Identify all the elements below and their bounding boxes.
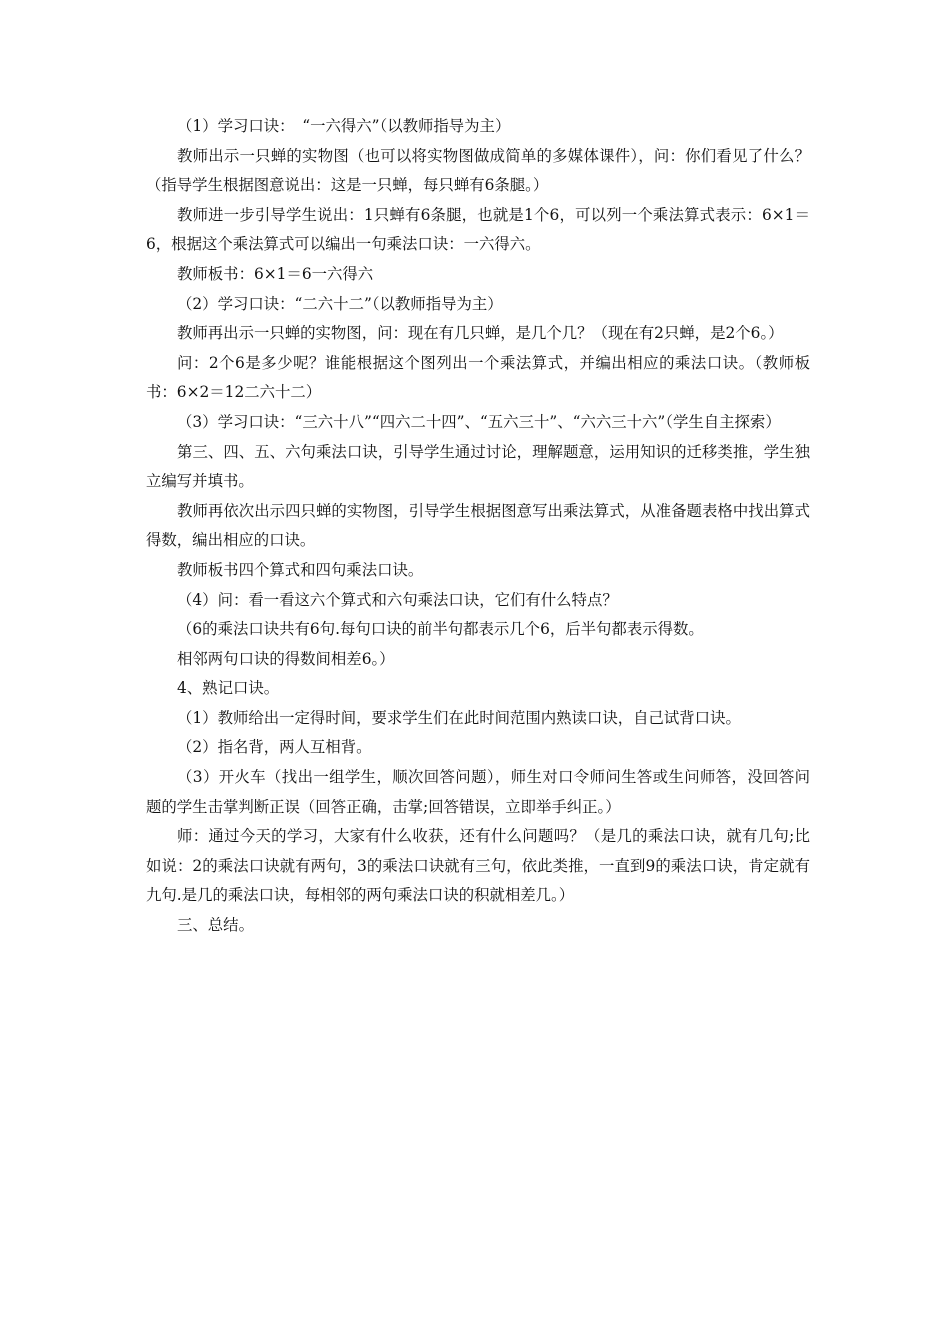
paragraph-discussion: 第三、四、五、六句乘法口诀，引导学生通过讨论，理解题意，运用知识的迁移类推，学生独立编写并填书。 — [146, 442, 810, 491]
paragraph-board-four: 教师板书四个算式和四句乘法口诀。 — [177, 560, 424, 579]
paragraph-four-cicadas: 教师再依次出示四只蝉的实物图，引导学生根据图意写出乘法算式，从准备题表格中找出算式得数，编出相应的口诀。 — [146, 501, 810, 550]
paragraph-learn-1x6: （1）学习口诀： “一六得六”（以教师指导为主） — [177, 117, 511, 135]
paragraph-board-1: 教师板书：6×1＝6一六得六 — [177, 264, 374, 283]
paragraph-show-cicada: 教师出示一只蝉的实物图（也可以将实物图做成简单的多媒体课件），问：你们看见了什么？（指导学生根据图意说出：这是一只蝉，每只蝉有6条腿。） — [146, 146, 810, 195]
paragraph-memorize-3: （3）开火车（找出一组学生，顺次回答问题），师生对口令师问生答或生问师答，没回答问题的学生击掌判断正误（回答正确，击掌;回答错误，立即举手纠正。） — [146, 768, 810, 816]
paragraph-memorize-1: （1）教师给出一定得时间，要求学生们在此时间范围内熟读口诀，自己试背口诀。 — [177, 708, 741, 727]
paragraph-question-2x6: 问：2个6是多少呢？谁能根据这个图列出一个乘法算式，并编出相应的乘法口诀。（教师板书：6×2＝12二六十二） — [146, 353, 810, 402]
document-body — [146, 112, 810, 941]
paragraph-show-two-cicadas: 教师再出示一只蝉的实物图，问：现在有几只蝉，是几个几？（现在有2只蝉，是2个6。） — [177, 324, 784, 343]
paragraph-memorize-2: （2）指名背，两人互相背。 — [177, 738, 372, 757]
paragraph-learn-3-to-6: （3）学习口诀：“三六十八”“四六二十四”、“五六三十”、“六六三十六”（学生自主探索） — [177, 412, 781, 431]
paragraph-learn-2x6: （2）学习口诀：“二六十二”（以教师指导为主） — [177, 294, 503, 313]
paragraph-features-answer: （6的乘法口诀共有6句.每句口诀的前半句都表示几个6，后半句都表示得数。 — [177, 620, 704, 639]
section-summary-heading: 三、总结。 — [177, 916, 254, 935]
paragraph-teacher-summary: 师：通过今天的学习，大家有什么收获，还有什么问题吗？（是几的乘法口诀，就有几句;比如说：2的乘法口诀就有两句，3的乘法口诀就有三句，依此类推，一直到9的乘法口诀，肯定就有九句.是几的乘法口诀，每相邻的两句乘法口诀的积就相差几。） — [146, 827, 810, 905]
paragraph-guide-equation: 教师进一步引导学生说出：1只蝉有6条腿，也就是1个6，可以列一个乘法算式表示：6×1＝6，根据这个乘法算式可以编出一句乘法口诀：一六得六。 — [146, 205, 810, 254]
section-memorize-heading: 4、熟记口诀。 — [177, 679, 280, 698]
paragraph-features-question: （4）问：看一看这六个算式和六句乘法口诀，它们有什么特点？ — [177, 590, 618, 609]
paragraph-difference: 相邻两句口诀的得数间相差6。） — [177, 649, 395, 668]
